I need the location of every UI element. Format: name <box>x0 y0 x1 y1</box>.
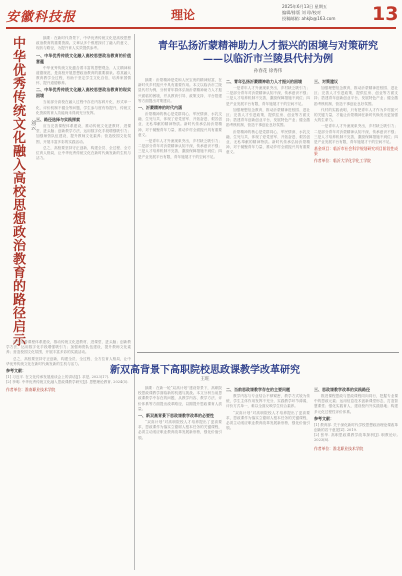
top-heading-1: 一、沂蒙精神的时代内涵 <box>138 105 182 111</box>
top-para-2b: 一是青年人才外流现象突出，乡村缺乏吸引力；二是部分青年对沂蒙精神认知不深，传承意识不强；三是人才培养机制不完善，激励保障措施不到位；四是产业发展平台有限，青年施展才干的空间不足。 <box>138 139 222 159</box>
left-article-author: 刘云 <box>30 120 36 130</box>
top-para-4: 加强理想信念教育，推动沂蒙精神进校园、进社区；完善人才引进政策，提供住房、创业等方面支持；搭建青年创新创业平台，发展特色产业；健全激励考核机制，营造干事创业良好氛围。 <box>314 86 398 106</box>
bottom-heading-3: 三、思政课教学改革的实践路径 <box>314 387 370 392</box>
bottom-para-1: 摘要：在新一轮“双高计划”建设背景下，高职院校思政课教学面临新的机遇与挑战。本文分析当前思政课教学中存在的问题，从教学内容、教学方法、评价体系等方面提出改革路径，以期提升思政课育人质量。 <box>138 386 222 411</box>
bottom-para-3: 教学内容与专业结合不够紧密，教学方式较为传统，学生主体作用发挥不充分，实践教学环节薄弱，评价方式单一，难以全面反映学生综合素养。 <box>226 394 310 409</box>
top-article-col-2 <box>226 78 310 348</box>
top-para-3: 一是青年人才外流现象突出，乡村缺乏吸引力；二是部分青年对沂蒙精神认知不深，传承意识不强；三是人才培养机制不完善，激励保障措施不到位；四是产业发展平台有限，青年施展才干的空间不足。 <box>226 86 310 106</box>
bottom-para-4: 推进课程思政与思政课程同向同行，挖掘专业课中的思政元素；运用信息技术创新课堂形态，打造智慧课堂；强化实践育人，建设校内外实践基地；构建多元化过程性评价体系。 <box>314 394 398 414</box>
top-para-3b: 加强理想信念教育，推动沂蒙精神进校园、进社区；完善人才引进政策，提供住房、创业等方面支持；搭建青年创新创业平台，发展特色产业；健全激励考核机制，营造干事创业良好氛围。 <box>226 107 310 128</box>
page-number: 13 <box>372 3 399 25</box>
email-line: 投稿邮箱: ahkjb@163.com <box>282 16 336 21</box>
newspaper-brand: 安徽科技报 <box>6 10 77 25</box>
left-article-body <box>36 36 131 336</box>
top-heading-2: 二、青年弘扬沂蒙精神助力人才振兴的困境 <box>226 79 302 84</box>
issue-meta <box>282 4 335 22</box>
bottom-article-title: 新双高背景下高职院校思政课教学改革研究 <box>110 365 300 376</box>
bottom-refs: [1] 教育部. 关于深化新时代学校思想政治理论课改革创新的若干意见[Z]. 2019. [2] 张华. 高职思政课教学改革探析[J]. 职教论坛, 2023(8). <box>314 422 398 443</box>
left-para-4-cont: 总之，高校要坚持守正创新，构建全员、全过程、全方位育人格局，让中华优秀传统文化在新时代焕发新的生机与活力。 <box>6 356 131 366</box>
left-heading-2: 二、中华优秀传统文化融入高校思想政治教育的现实困境 <box>36 87 131 99</box>
bottom-refs-label: 参考文献： <box>314 415 334 421</box>
left-para-3-cont: 应当完善课程体系建设，推动传统文化进教材、进课堂、进头脑；创新教学方法，运用数字化手段增强吸引力；加强师资队伍建设，提升教师文化素养；营造校园文化氛围，开展丰富多彩的实践活动。 <box>6 340 131 355</box>
article-divider <box>137 352 399 353</box>
bottom-article-author: 王旺 <box>200 377 210 382</box>
top-article-subtitle: ——以临沂市兰陵县代村为例 <box>203 54 333 65</box>
top-fund-note: 基金项目：临沂市社会科学规划研究项目阶段性成果 <box>314 146 398 157</box>
bottom-heading-1: 一、新双高背景下思政课教学改革的必要性 <box>138 413 214 419</box>
left-refs: [1] 习近平. 在文化传承发展座谈会上的讲话[J]. 求是, 2023(17). [2] 李明. 中华优秀传统文化融入思政课教学研究[J]. 思想理论教育, 2024(5). <box>6 375 129 385</box>
section-title: 理论 <box>171 8 196 22</box>
left-para-4: 总之，高校要坚持守正创新，构建全员、全过程、全方位育人格局，让中华优秀传统文化在新时代焕发新的生机与活力。 <box>36 145 131 161</box>
bottom-article-col-3 <box>314 386 398 570</box>
top-para-3c: 沂蒙精神的核心是党群同心、军民情深、水乳交融、生死与共，体现了爱党爱军、开拓奋进、艰苦创业、无私奉献的精神特质。新时代传承弘扬沂蒙精神，对于凝聚青年力量、推动乡村全面振兴具有重要意义。 <box>226 129 310 155</box>
left-author-note: 作者单位：淮南职业技术学院 <box>6 387 56 393</box>
left-heading-1: 一、中华优秀传统文化融入高校思想政治教育的价值意蕴 <box>36 52 131 64</box>
left-summary: 摘要：在新时代背景下，中华优秀传统文化是高校思想政治教育的重要资源。文章从多个维度探讨了融入的意义、现状与路径，为提升育人实效提供参考。 <box>36 36 131 51</box>
top-article-col-3 <box>314 78 398 348</box>
column-divider <box>134 34 135 570</box>
left-para-2: 当前部分高校在融入过程中存在内容碎片化、形式单一化、评价机制不健全等问题，学生参与度有待提升，传统文化资源的育人功能尚未得到充分发挥。 <box>36 100 131 115</box>
top-author-note: 作者单位：临沂大学化学化工学院 <box>314 158 371 164</box>
header-rule <box>6 27 396 29</box>
top-article-author: 孙春花 徐秀伟 <box>253 69 283 74</box>
editor-line: 编辑/排版 刘 琼/校对 <box>282 10 321 15</box>
masthead <box>0 0 402 30</box>
left-para-3: 应当完善课程体系建设，推动传统文化进教材、进课堂、进头脑；创新教学方法，运用数字化手段增强吸引力；加强师资队伍建设，提升教师文化素养；营造校园文化氛围，开展丰富多彩的实践活动。 <box>36 124 131 144</box>
bottom-author-note: 作者单位：淮北职业技术学院 <box>314 445 364 451</box>
bottom-para-2: “双高计划”对高职院校人才培养提出了更高要求，思政课作为落实立德树人根本任务的关键课程，必须主动适应职业教育改革发展新形势，强化价值引领。 <box>138 420 222 440</box>
issue-date: 2025年6月13日 星期五 <box>282 4 328 9</box>
bottom-article-col-1 <box>138 386 222 570</box>
top-para-5: 代村的实践表明，只有把青年人才作为乡村振兴的关键力量，才能让沂蒙精神在新时代焕发出更加强大的生命力。 <box>314 107 398 123</box>
top-article-title: 青年弘扬沂蒙精神助力人才振兴的困境与对策研究 <box>158 41 378 52</box>
top-article-col-1 <box>138 78 222 348</box>
bottom-para-3b: “双高计划”对高职院校人才培养提出了更高要求，思政课作为落实立德树人根本任务的关键课程，必须主动适应职业教育改革发展新形势，强化价值引领。 <box>226 410 310 431</box>
bottom-article-col-2 <box>226 386 310 570</box>
bottom-heading-2: 二、当前思政课教学存在的主要问题 <box>226 387 290 392</box>
left-refs-label: 参考文献： <box>6 368 26 374</box>
left-para-1: 中华优秀传统文化蕴含着丰富的思想观念、人文精神和道德规范，是高校开展思想政治教育的重要源泉。将其融入教育教学全过程，有助于坚定学生文化自信，培养家国情怀，提升道德修养。 <box>36 65 131 86</box>
left-heading-3: 三、路径选择与实践探索 <box>36 117 80 123</box>
top-para-2: 沂蒙精神的核心是党群同心、军民情深、水乳交融、生死与共，体现了爱党爱军、开拓奋进、艰苦创业、无私奉献的精神特质。新时代传承弘扬沂蒙精神，对于凝聚青年力量、推动乡村全面振兴具有重要意义。 <box>138 112 222 137</box>
top-heading-3: 三、对策建议 <box>314 79 338 84</box>
left-article-title: 中华优秀传统文化融入高校思想政治教育的路径启示 <box>10 36 25 347</box>
top-para-5b: 一是青年人才外流现象突出，乡村缺乏吸引力；二是部分青年对沂蒙精神认知不深，传承意识不强；三是人才培养机制不完善，激励保障措施不到位；四是产业发展平台有限，青年施展才干的空间不足。 <box>314 124 398 145</box>
top-para-1: 摘要：沂蒙精神是党和人民宝贵的精神财富，在新时代乡村振兴中具有重要作用。本文以临沂市兰陵县代村为例，分析青年群体弘扬沂蒙精神助力人才振兴面临的困境，并从教育引导、政策支持、平台搭建等方面提出对策建议。 <box>138 78 222 103</box>
